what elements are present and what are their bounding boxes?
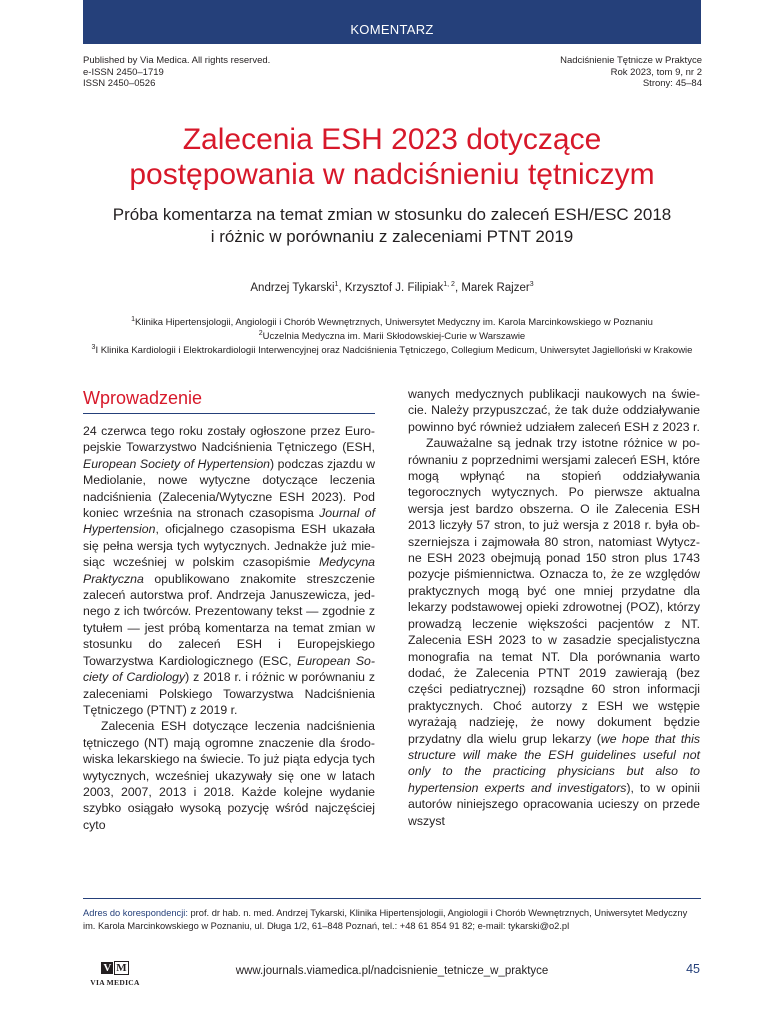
correspondence-address: [83, 907, 701, 933]
italic-text-run: European Society of Cardiology: [83, 653, 375, 685]
author-affiliation-ref: 1: [334, 281, 339, 289]
text-run: ) z 2018 r. i różnic w porównaniu z zaleceniami Polskiego Towarzystwa Nadciśnienia Tętniczego (PTNT) z 2019 r.: [83, 670, 376, 717]
italic-text-run: European Society of Hypertension: [83, 456, 271, 471]
text-run: Zauważalne są jednak trzy istotne różnice w porównaniu z poprzednimi wersjami zaleceń ESH, które mogą wpłynąć na stopień oddziaływania tegorocznych wytycznych. Po pierwsze aktualna wersja jest bardzo obszerna. O ile Zalecenia ESH 2013 liczyły 57 stron, to już wersja z 2018 r. była obszerniejsza i zajmowała 80 stron, natomiast Wytyczne ESH 2023 obejmują ponad 150 stron plus 1743 pozycje piśmiennictwa. Oznacza to, że ze względów praktycznych mogą być one mniej przydatne dla lekarzy podstawowej opieki zdrowotnej (POZ), którzy prowadzą leczenie większości pacjentów z NT. Zalecenia ESH 2023 to w zasadzie specjalistyczna monografia na temat NT. Dla porównania warto dodać, że Zalecenia PTNT 2019 zawierają (bez części pediatrycznej) rozsądne 60 stron informacji praktycznych. Choć autorzy z ESH we wstępie wyrażają nadzieję, że nowy dokument będzie przydatny dla wielu grup lekarzy (: [408, 436, 700, 746]
text-run: , oficjalnego czasopisma ESH ukazała się pełna wersja tych wytycznych. Jednakże już miesiąc wcześniej w polskim czasopiśmie: [83, 522, 375, 570]
article-subtitle: [83, 204, 701, 248]
text-run: opublikowano znakomite streszczenie zaleceń autorstwa prof. Andrzeja Januszewicza, jednego z ich twórców. Prezentowany tekst — zgodnie z tytułem — jest próbą komentarza na temat zmian w stosunku do zaleceń ESH i Europejskiego Towarzystwa Kardiologicznego (ESC,: [83, 571, 375, 668]
volume-info: Rok 2023, tom 9, nr 2: [610, 66, 702, 78]
article-title: [83, 122, 701, 192]
paragraph: [83, 423, 375, 718]
author-separator: ,: [454, 282, 462, 294]
affiliation-number: 1: [131, 315, 136, 323]
publisher-line: Published by Via Medica. All rights reserved.: [83, 55, 271, 66]
correspondence-label: Adres do korespondencji:: [83, 908, 188, 918]
subtitle-line-1: Próba komentarza na temat zmian w stosunku do zaleceń ESH/ESC 2018: [112, 205, 672, 224]
author-affiliation-ref: 3: [529, 281, 534, 289]
paragraph: [408, 435, 700, 829]
correspondence-text: prof. dr hab. n. med. Andrzej Tykarski, Klinika Hipertensjologii, Angiologii i Chorób Wewnętrznych, Uniwersytet Medyczny im. Karola Marcinkowskiego w Poznaniu, ul. Długa 1/2, 61–848 Poznań, tel.: +48 61 854 91 82; e-mail: tykarski@o2.pl: [83, 908, 688, 931]
affiliation-text: Uczelnia Medyczna im. Marii Skłodowskiej-Curie w Warszawie: [262, 331, 526, 342]
page-number: 45: [686, 962, 700, 976]
subtitle-line-2: i różnic w porównaniu z zaleceniami PTNT 2019: [210, 227, 574, 246]
affiliation-text: I Klinika Kardiologii i Elektrokardiologii Interwencyjnej oraz Nadciśnienia Tętniczego, Collegium Medicum, Uniwersytet Jagielloński w Krakowie: [95, 345, 693, 356]
author-name: Krzysztof J. Filipiak: [344, 282, 444, 294]
section-heading: Wprowadzenie: [83, 386, 375, 414]
italic-text-run: Medycyna Praktyczna: [83, 555, 375, 586]
author-name: Marek Rajzer: [461, 282, 530, 294]
page-range: Strony: 45–84: [642, 78, 702, 89]
paragraph: [408, 386, 700, 435]
italic-text-run: Journal of Hypertension: [83, 506, 375, 537]
body-column-left: [83, 386, 375, 833]
text-run: ), to w opinii autorów niniejszego opracowania ucieszy on przede wszyst: [408, 780, 700, 828]
body-column-right: [408, 386, 700, 829]
section-label: KOMENTARZ: [350, 22, 434, 37]
text-run: 24 czerwca tego roku zostały ogłoszone przez Europejskie Towarzystwo Nadciśnienia Tętniczego (ESH,: [83, 424, 375, 455]
text-run: Zalecenia ESH dotyczące leczenia nadciśnienia tętniczego (NT) mają ogromne znaczenie dla środowiska lekarskiego na świecie. To już piąta edycja tych wytycznych, wcześniej ukazywały się one w latach 2003, 2007, 2013 i 2018. Każde kolejne wydanie szybko osiągało wysoką pozycję wśród najczęściej cyto: [83, 719, 375, 832]
affiliation: [83, 330, 701, 344]
affiliation: [83, 316, 701, 330]
italic-text-run: we hope that this structure will make the ESH guidelines useful not only to the practicing physicians but also to hypertension experts and investigators: [408, 731, 700, 795]
publication-info-right: [560, 55, 702, 90]
affiliation-text: Klinika Hipertensjologii, Angiologii i Chorób Wewnętrznych, Uniwersytet Medyczny im. Karola Marcinkowskiego w Poznaniu: [135, 317, 653, 328]
author-list: [83, 281, 701, 295]
author: [461, 282, 533, 294]
text-run: ) podczas zjazdu w Mediolanie, nowe wytyczne dotyczące leczenia nadciśnienia (Zalecenia/Wytyczne ESH 2023). Pod koniec września na stronach czasopisma: [83, 456, 375, 521]
author: [250, 282, 344, 294]
via-medica-logo-text: VIA MEDICA: [90, 978, 140, 987]
journal-name: Nadciśnienie Tętnicze w Praktyce: [560, 55, 702, 66]
section-banner: [83, 0, 701, 44]
publication-info-left: [83, 55, 270, 90]
text-run: wanych medycznych publikacji naukowych na świecie. Należy przypuszczać, że tak duże oddziaływanie powinno być również udziałem zaleceń ESH z 2023 r.: [408, 387, 700, 434]
author-separator: ,: [338, 282, 345, 294]
eissn: e-ISSN 2450–1719: [83, 66, 164, 78]
issn: ISSN 2450–0526: [83, 78, 156, 89]
footer-divider: [83, 898, 701, 899]
author-affiliation-ref: 1, 2: [443, 281, 455, 289]
paragraph: [83, 718, 375, 833]
affiliation: [83, 344, 701, 358]
affiliation-number: 3: [91, 343, 96, 351]
title-line-1: Zalecenia ESH 2023 dotyczące: [182, 123, 602, 156]
affiliation-number: 2: [258, 329, 263, 337]
via-medica-logo-mark: V M: [103, 962, 127, 974]
affiliation-list: [83, 316, 701, 358]
title-line-2: postępowania w nadciśnieniu tętniczym: [129, 158, 655, 191]
author: [345, 282, 462, 294]
journal-url-link[interactable]: www.journals.viamedica.pl/nadcisnienie_tetnicze_w_praktyce: [235, 965, 549, 977]
author-name: Andrzej Tykarski: [250, 282, 335, 294]
